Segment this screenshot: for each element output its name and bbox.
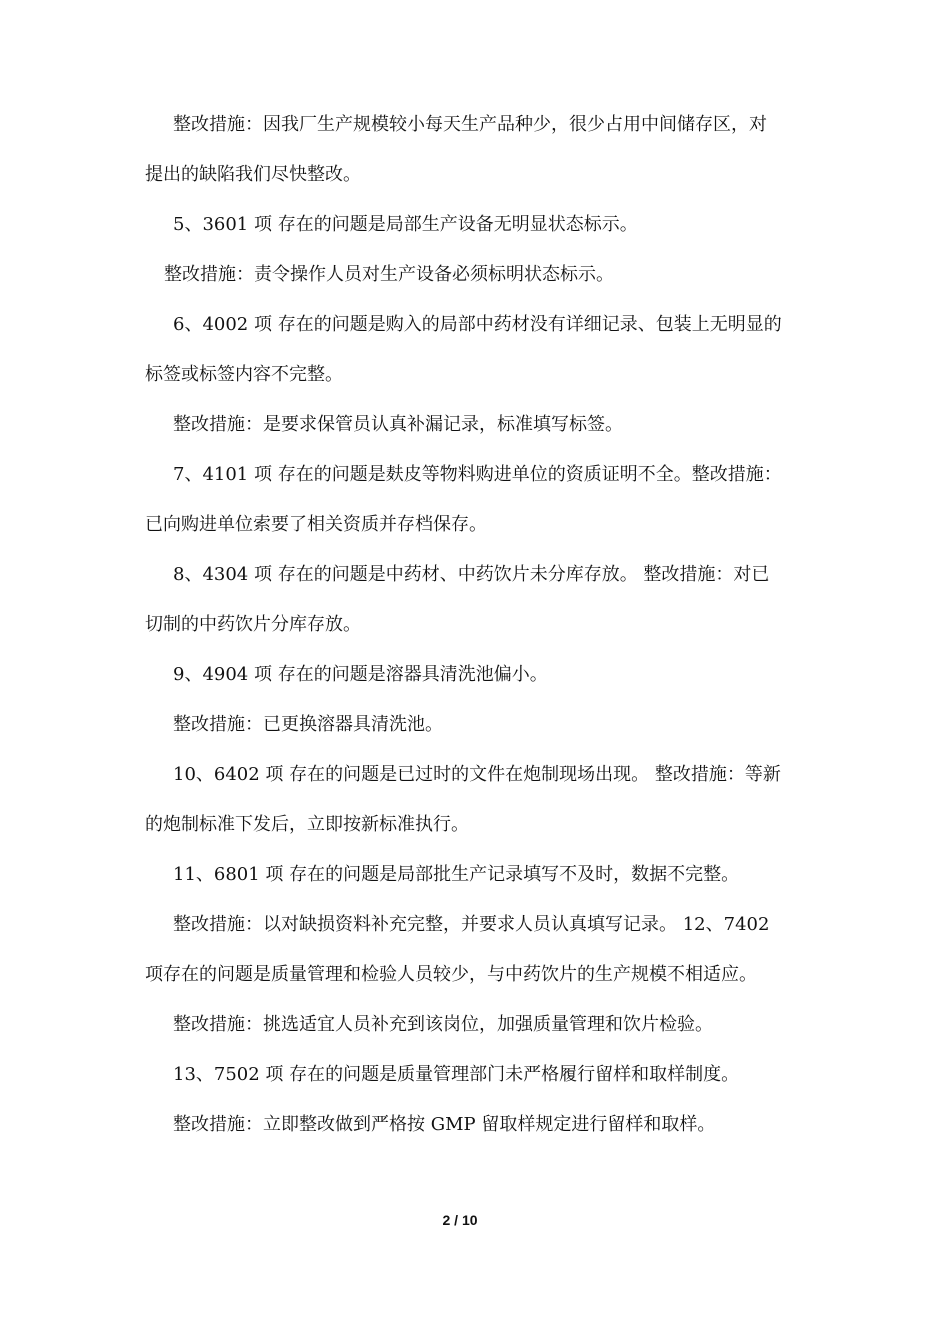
paragraph-line: 8、4304 项 存在的问题是中药材、中药饮片未分库存放。 整改措施：对已 xyxy=(173,564,770,585)
paragraph-line: 整改措施：挑选适宜人员补充到该岗位，加强质量管理和饮片检验。 xyxy=(173,1014,713,1035)
paragraph-line: 11、6801 项 存在的问题是局部批生产记录填写不及时，数据不完整。 xyxy=(173,864,740,885)
paragraph-line: 5、3601 项 存在的问题是局部生产设备无明显状态标示。 xyxy=(173,214,638,235)
paragraph-line: 提出的缺陷我们尽快整改。 xyxy=(145,164,361,185)
paragraph-line: 项存在的问题是质量管理和检验人员较少，与中药饮片的生产规模不相适应。 xyxy=(145,964,757,985)
paragraph-line: 标签或标签内容不完整。 xyxy=(145,364,343,385)
paragraph-line: 13、7502 项 存在的问题是质量管理部门未严格履行留样和取样制度。 xyxy=(173,1064,740,1085)
paragraph-line: 整改措施：是要求保管员认真补漏记录，标准填写标签。 xyxy=(173,414,623,435)
paragraph-line: 9、4904 项 存在的问题是溶器具清洗池偏小。 xyxy=(173,664,548,685)
document-body xyxy=(145,100,810,1150)
paragraph-line: 切制的中药饮片分库存放。 xyxy=(145,614,361,635)
paragraph-line: 的炮制标准下发后，立即按新标准执行。 xyxy=(145,814,469,835)
paragraph-line: 6、4002 项 存在的问题是购入的局部中药材没有详细记录、包装上无明显的 xyxy=(173,314,782,335)
paragraph-line: 整改措施：已更换溶器具清洗池。 xyxy=(173,714,443,735)
paragraph-line: 已向购进单位索要了相关资质并存档保存。 xyxy=(145,514,487,535)
paragraph-line: 整改措施：立即整改做到严格按 GMP 留取样规定进行留样和取样。 xyxy=(173,1114,716,1135)
paragraph-line: 整改措施：因我厂生产规模较小每天生产品种少，很少占用中间储存区，对 xyxy=(173,114,767,135)
paragraph-line: 整改措施：以对缺损资料补充完整，并要求人员认真填写记录。 12、7402 xyxy=(173,914,770,935)
page-number: 2 / 10 xyxy=(442,1212,478,1228)
paragraph-line: 7、4101 项 存在的问题是麸皮等物料购进单位的资质证明不全。整改措施： xyxy=(173,464,782,485)
paragraph-line: 10、6402 项 存在的问题是已过时的文件在炮制现场出现。 整改措施：等新 xyxy=(173,764,781,785)
paragraph-line: 整改措施：责令操作人员对生产设备必须标明状态标示。 xyxy=(164,264,614,285)
